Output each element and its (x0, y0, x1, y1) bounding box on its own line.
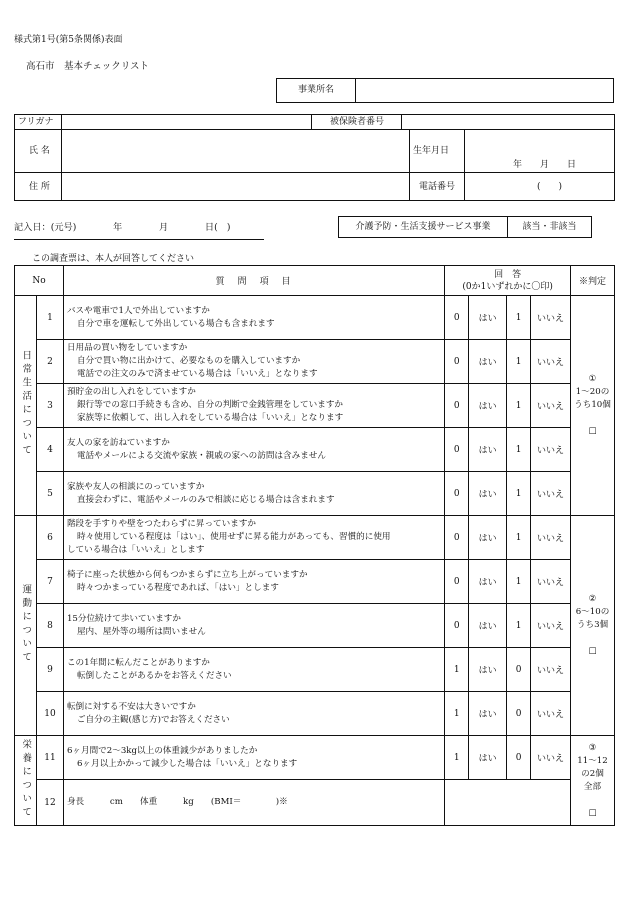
answer-score-no: 1 (507, 296, 531, 340)
item-number: 3 (36, 384, 63, 428)
phone-format: ( ) (537, 182, 563, 192)
question-main: 椅子に座った状態から何もつかまらずに立ち上がっていますか (66, 569, 308, 580)
item-number: 5 (36, 472, 63, 516)
answer-no[interactable]: いいえ (531, 604, 571, 648)
answer-score-no: 0 (507, 648, 531, 692)
form-number: 様式第1号(第5条関係)表面 (14, 35, 123, 45)
answer-score-yes: 1 (445, 648, 469, 692)
item-number: 10 (36, 692, 63, 736)
answer-no[interactable]: いいえ (531, 384, 571, 428)
answer-score-no: 1 (507, 604, 531, 648)
item-number: 8 (36, 604, 63, 648)
answer-score-no: 1 (507, 428, 531, 472)
judgement-line: ② (588, 594, 597, 604)
question-main: 預貯金の出し入れをしていますか (66, 387, 196, 397)
question-cell (63, 340, 444, 384)
question-main: 階段を手すりや壁をつたわらずに昇っていますか (66, 519, 257, 529)
answer-no[interactable]: いいえ (531, 296, 571, 340)
judgement-line: うち10個 (574, 400, 611, 410)
address-label: 住 所 (29, 182, 50, 192)
item-number: 2 (36, 340, 63, 384)
answer-score-no: 1 (507, 340, 531, 384)
service-value[interactable]: 該当・非該当 (522, 222, 577, 232)
answer-score-yes: 0 (445, 296, 469, 340)
answer-score-yes: 0 (445, 560, 469, 604)
question-note: 屋内、屋外等の場所は問いません (76, 626, 206, 637)
answer-score-no: 1 (507, 384, 531, 428)
answer-no[interactable]: いいえ (531, 516, 571, 560)
judgement-line: 11～12 (577, 755, 608, 766)
judgement-line (571, 632, 614, 645)
question-main: 15分位続けて歩いていますか (66, 613, 181, 624)
category-label-cell (15, 736, 37, 826)
answer-blank (445, 780, 571, 826)
table-row (15, 692, 615, 736)
answer-score-yes: 0 (445, 516, 469, 560)
question-cell (63, 384, 444, 428)
answer-yes[interactable]: はい (469, 472, 507, 516)
answer-score-no: 1 (507, 560, 531, 604)
answer-no[interactable]: いいえ (531, 472, 571, 516)
category-label-cell (15, 516, 37, 736)
table-row (15, 472, 615, 516)
entry-date: 記入日：(元号) 年 月 日( ) (14, 222, 231, 233)
question-note: 電話やメールによる交流や家族・親戚の家への訪問は含みません (76, 450, 326, 461)
question-note: 家族等に依頼して、出し入れをしている場合は「いいえ」となります (76, 413, 344, 423)
judgement-cell (571, 736, 615, 826)
question-cell (63, 648, 444, 692)
question-note: 自分で車を運転して外出している場合も含まれます (76, 318, 275, 329)
judgement-line: 6～10の (575, 607, 610, 617)
question-main: 身長 cm 体重 kg (BMI＝ )※ (66, 797, 288, 807)
judgement-line (571, 412, 614, 425)
question-cell (63, 736, 444, 780)
table-row (15, 428, 615, 472)
name-label: 氏 名 (29, 146, 50, 156)
question-main: 日用品の買い物をしていますか (66, 343, 188, 353)
answer-yes[interactable]: はい (469, 296, 507, 340)
question-note: 時々つかまっている程度であれば、「はい」とします (76, 582, 279, 593)
name-field[interactable] (65, 133, 405, 169)
table-row (15, 648, 615, 692)
answer-yes[interactable]: はい (469, 736, 507, 780)
answer-score-yes: 0 (445, 604, 469, 648)
question-main: バスや電車で1人で外出していますか (66, 305, 210, 316)
answer-no[interactable]: いいえ (531, 428, 571, 472)
category-label: 運動について (20, 583, 32, 665)
office-field[interactable] (357, 79, 607, 102)
address-field[interactable] (65, 175, 405, 197)
question-main: 転倒に対する不安は大きいですか (66, 701, 196, 712)
question-main: 6ヶ月間で2～3kg以上の体重減少がありましたか (66, 745, 258, 756)
office-box (276, 78, 614, 103)
answer-no[interactable]: いいえ (531, 560, 571, 604)
answer-yes[interactable]: はい (469, 428, 507, 472)
table-row (15, 780, 615, 826)
question-cell (63, 560, 444, 604)
table-row (15, 340, 615, 384)
answer-score-no: 0 (507, 692, 531, 736)
question-note: 6ヶ月以上かかって減少した場合は「いいえ」となります (76, 758, 298, 769)
question-note: ご自分の主観(感じ方)でお答えください (76, 714, 230, 725)
checklist-table (14, 265, 615, 826)
birth-label: 生年月日 (413, 146, 450, 156)
judgement-checkbox[interactable]: □ (588, 426, 597, 436)
question-note: している場合は「いいえ」とします (66, 545, 205, 555)
category-label: 栄養について (20, 738, 32, 820)
service-label: 介護予防・生活支援サービス事業 (339, 217, 508, 237)
service-box (338, 216, 592, 238)
judgement-cell (571, 296, 615, 516)
table-row (15, 296, 615, 340)
question-cell (63, 692, 444, 736)
answer-yes[interactable]: はい (469, 560, 507, 604)
answer-no[interactable]: いいえ (531, 648, 571, 692)
table-row (15, 604, 615, 648)
judgement-line: の2個 (581, 768, 604, 779)
item-number: 1 (36, 296, 63, 340)
question-note: 時々使用している程度は「はい」、使用せずに昇る能力があっても、習慣的に使用 (76, 532, 391, 542)
answer-yes[interactable]: はい (469, 648, 507, 692)
question-cell (63, 516, 444, 560)
answer-score-yes: 1 (445, 736, 469, 780)
item-number: 6 (36, 516, 63, 560)
question-note: 銀行等での窓口手続きも含め、自分の判断で金銭管理をしていますか (76, 400, 344, 410)
judgement-line: ① (588, 374, 597, 384)
question-cell (63, 604, 444, 648)
question-cell (63, 472, 444, 516)
category-label: 日常生活について (20, 350, 32, 458)
answer-no[interactable]: いいえ (531, 692, 571, 736)
answer-no[interactable]: いいえ (531, 736, 571, 780)
answer-score-yes: 0 (445, 384, 469, 428)
item-number: 11 (36, 736, 63, 780)
answer-yes[interactable]: はい (469, 384, 507, 428)
question-cell (63, 296, 444, 340)
judgement-line (571, 794, 614, 807)
header-answer-sub: (0か1いずれかに〇印) (462, 281, 553, 292)
item-number: 7 (36, 560, 63, 604)
answer-no[interactable]: いいえ (531, 340, 571, 384)
form-title: 高石市 基本チェックリスト (26, 61, 150, 72)
personal-info-table (14, 114, 615, 201)
answer-yes[interactable]: はい (469, 692, 507, 736)
answer-yes[interactable]: はい (469, 340, 507, 384)
item-number: 4 (36, 428, 63, 472)
answer-score-yes: 0 (445, 428, 469, 472)
instruction: この調査票は、本人が回答してください (32, 254, 195, 264)
question-main: 家族や友人の相談にのっていますか (66, 481, 205, 492)
question-note: 直接会わずに、電話やメールのみで相談に応じる場合は含まれます (76, 494, 335, 505)
category-label-cell (15, 296, 37, 516)
judgement-checkbox[interactable]: □ (588, 646, 597, 656)
item-number: 9 (36, 648, 63, 692)
answer-score-yes: 0 (445, 472, 469, 516)
phone-label: 電話番号 (419, 182, 456, 192)
header-answer-label: 回 答 (494, 269, 522, 280)
answer-score-yes: 1 (445, 692, 469, 736)
answer-score-no: 1 (507, 516, 531, 560)
judgement-line: 1～20の (575, 387, 610, 397)
answer-yes[interactable]: はい (469, 516, 507, 560)
question-cell (63, 428, 444, 472)
insured-number-label: 被保険者番号 (329, 117, 384, 127)
table-row (15, 560, 615, 604)
office-label: 事業所名 (277, 79, 356, 102)
answer-score-yes: 0 (445, 340, 469, 384)
question-main: 友人の家を訪ねていますか (66, 437, 170, 448)
question-note: 自分で買い物に出かけて、必要なものを購入していますか (76, 356, 301, 366)
answer-yes[interactable]: はい (469, 604, 507, 648)
judgement-cell (571, 516, 615, 736)
header-answer (445, 266, 571, 296)
header-judge: ※判定 (571, 266, 615, 296)
judgement-line: 全部 (583, 781, 602, 792)
table-row (15, 736, 615, 780)
question-note: 電話での注文のみで済ませている場合は「いいえ」となります (76, 369, 318, 379)
judgement-checkbox[interactable]: □ (588, 807, 597, 818)
answer-score-no: 0 (507, 736, 531, 780)
header-question: 質 問 項 目 (63, 266, 444, 296)
insured-number-field[interactable] (405, 116, 611, 128)
header-no: No (15, 266, 64, 296)
question-main: この1年間に転んだことがありますか (66, 657, 210, 668)
judgement-line: ③ (588, 742, 597, 753)
answer-score-no: 1 (507, 472, 531, 516)
judgement-line: うち3個 (576, 620, 609, 630)
item-number: 12 (36, 780, 63, 826)
question-note: 転倒したことがあるかをお答えください (76, 670, 232, 681)
table-row (15, 384, 615, 428)
furigana-label: フリガナ (18, 117, 54, 127)
question-cell (63, 780, 444, 826)
birth-format: 年 月 日 (513, 160, 577, 170)
table-row (15, 516, 615, 560)
